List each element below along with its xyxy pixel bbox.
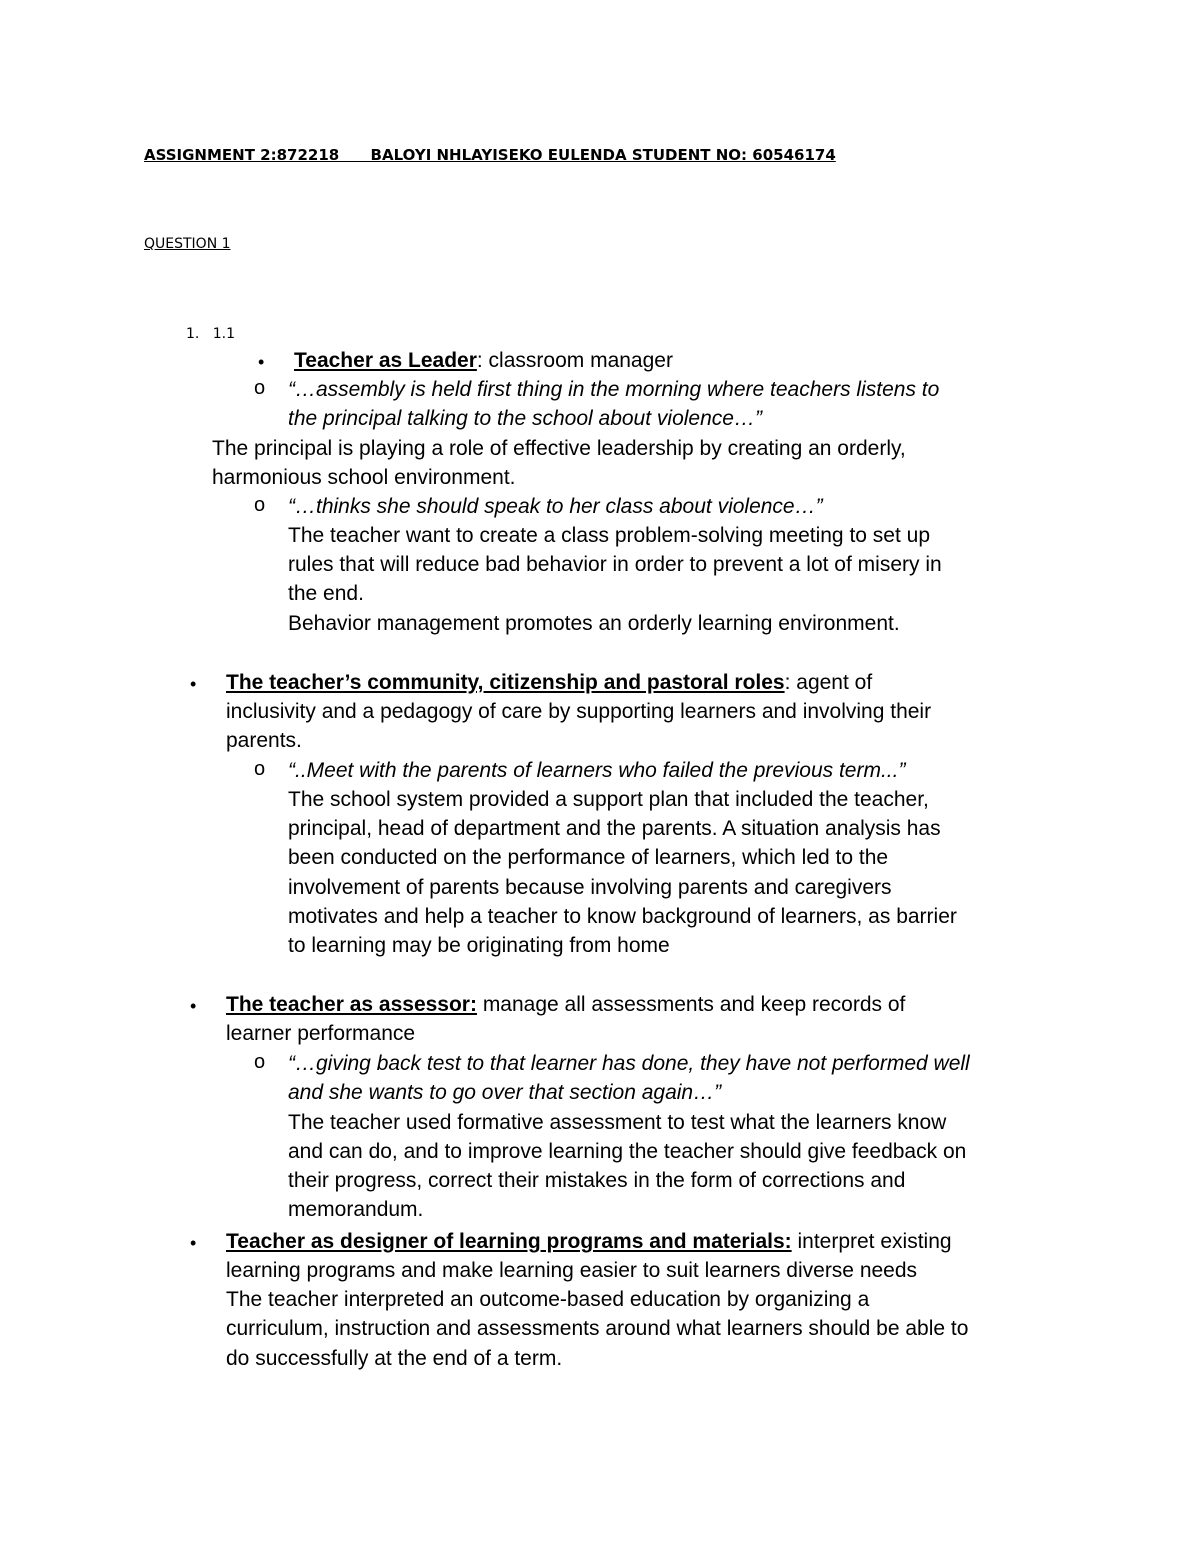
leader-quote1-line: the principal talking to the school about violence…” bbox=[288, 407, 762, 430]
list-number: 1. 1.1 bbox=[186, 326, 235, 342]
community-para-line: motivates and help a teacher to know background of learners, as barrier bbox=[288, 905, 957, 928]
assessor-quote-line: and she wants to go over that section again…” bbox=[288, 1081, 722, 1104]
designer-text-line: The teacher interpreted an outcome-based education by organizing a bbox=[226, 1288, 870, 1311]
bullet-icon: • bbox=[190, 674, 197, 694]
assessor-text-line: learner performance bbox=[226, 1022, 416, 1045]
assessor-para-line: The teacher used formative assessment to test what the learners know bbox=[288, 1111, 947, 1134]
leader-para1-line: The principal is playing a role of effective leadership by creating an orderly, bbox=[212, 437, 906, 460]
assessor-para-line: and can do, and to improve learning the teacher should give feedback on bbox=[288, 1140, 967, 1163]
community-text-line: inclusivity and a pedagogy of care by supporting learners and involving their bbox=[226, 700, 932, 723]
leader-para1-line: harmonious school environment. bbox=[212, 466, 516, 489]
community-heading: The teacher’s community, citizenship and pastoral roles bbox=[226, 671, 785, 694]
community-para-line: The school system provided a support plan that included the teacher, bbox=[288, 788, 929, 811]
leader-quote2-line: “…thinks she should speak to her class about violence…” bbox=[288, 495, 823, 518]
bullet-icon: • bbox=[190, 1233, 197, 1253]
community-para-line: principal, head of department and the parents. A situation analysis has bbox=[288, 817, 941, 840]
community-para-line: been conducted on the performance of learners, which led to the bbox=[288, 846, 889, 869]
leader-quote1-line: “…assembly is held first thing in the morning where teachers listens to bbox=[288, 378, 940, 401]
assessor-para-line: memorandum. bbox=[288, 1198, 424, 1221]
community-rest: : agent of bbox=[784, 671, 873, 694]
assignment-header: ASSIGNMENT 2:872218 BALOYI NHLAYISEKO EULENDA STUDENT NO: 60546174 bbox=[144, 146, 836, 164]
assessor-heading: The teacher as assessor: bbox=[226, 993, 477, 1016]
designer-text-line: learning programs and make learning easier to suit learners diverse needs bbox=[226, 1259, 918, 1282]
designer-text-line: curriculum, instruction and assessments around what learners should be able to bbox=[226, 1317, 969, 1340]
sub-bullet-icon: o bbox=[254, 1051, 266, 1073]
bullet-icon: • bbox=[190, 996, 197, 1016]
assessor-line bbox=[226, 990, 905, 1019]
assessor-quote-line: “…giving back test to that learner has done, they have not performed well bbox=[288, 1052, 970, 1075]
community-para-line: to learning may be originating from home bbox=[288, 934, 670, 957]
leader-para2-line: the end. bbox=[288, 582, 364, 605]
leader-para2-line: Behavior management promotes an orderly learning environment. bbox=[288, 612, 900, 635]
designer-heading: Teacher as designer of learning programs and materials: bbox=[226, 1230, 792, 1253]
leader-para2-line: rules that will reduce bad behavior in order to prevent a lot of misery in bbox=[288, 553, 942, 576]
community-quote-line: “..Meet with the parents of learners who failed the previous term...” bbox=[288, 759, 906, 782]
sub-bullet-icon: o bbox=[254, 377, 266, 399]
community-line bbox=[226, 668, 872, 697]
community-para-line: involvement of parents because involving parents and caregivers bbox=[288, 876, 892, 899]
leader-heading: Teacher as Leader bbox=[294, 349, 477, 372]
leader-rest: : classroom manager bbox=[476, 349, 673, 372]
designer-line bbox=[226, 1227, 952, 1256]
designer-rest: interpret existing bbox=[791, 1230, 952, 1253]
leader-line bbox=[294, 346, 673, 375]
sub-bullet-icon: o bbox=[254, 758, 266, 780]
designer-text-line: do successfully at the end of a term. bbox=[226, 1347, 563, 1370]
assessor-para-line: their progress, correct their mistakes in the form of corrections and bbox=[288, 1169, 906, 1192]
question-title: QUESTION 1 bbox=[144, 236, 231, 252]
assessor-rest: manage all assessments and keep records of bbox=[476, 993, 906, 1016]
bullet-icon: • bbox=[258, 352, 265, 372]
community-text-line: parents. bbox=[226, 729, 302, 752]
leader-para2-line: The teacher want to create a class problem-solving meeting to set up bbox=[288, 524, 930, 547]
sub-bullet-icon: o bbox=[254, 494, 266, 516]
